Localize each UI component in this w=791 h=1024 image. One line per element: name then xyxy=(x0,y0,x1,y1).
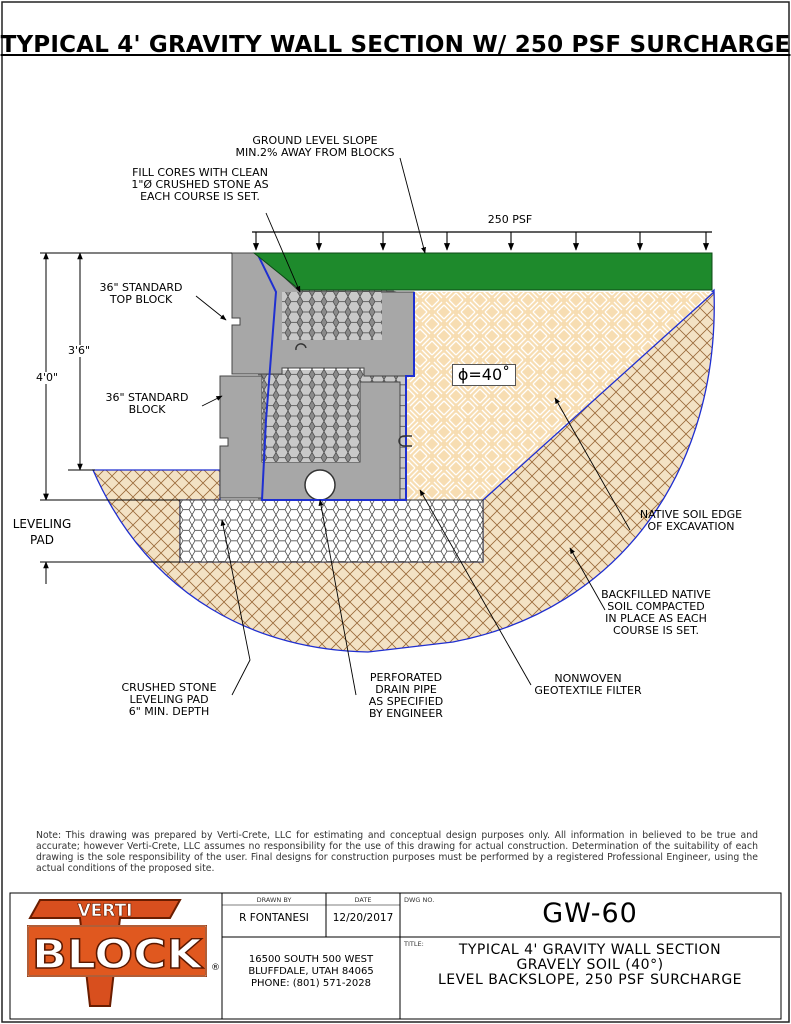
label-geotextile: NONWOVEN GEOTEXTILE FILTER xyxy=(534,672,642,697)
label-native-edge: NATIVE SOIL EDGE OF EXCAVATION xyxy=(639,508,743,533)
top-block-core xyxy=(282,292,382,340)
label-backfilled: BACKFILLED NATIVE SOIL COMPACTED IN PLACE AS EACH COURSE IS SET. xyxy=(601,588,711,637)
label-crushed-pad: CRUSHED STONE LEVELING PAD 6" MIN. DEPTH xyxy=(121,681,217,718)
standard-block-core xyxy=(262,376,360,462)
label-friction-angle: ϕ=40˚ xyxy=(452,364,516,386)
label-top-block: 36" STANDARD TOP BLOCK xyxy=(99,281,183,306)
date-caption: DATE xyxy=(354,896,372,904)
logo-top-text: VERTI xyxy=(77,901,133,921)
page-title: TYPICAL 4' GRAVITY WALL SECTION W/ 250 PSF SURCHARGE xyxy=(0,32,791,58)
label-fill-cores: FILL CORES WITH CLEAN 1"Ø CRUSHED STONE AS EACH COURSE IS SET. xyxy=(131,166,269,203)
drain-pipe xyxy=(305,470,335,500)
logo-registered: ® xyxy=(211,963,220,973)
label-standard-block: 36" STANDARD BLOCK xyxy=(105,391,189,416)
label-leveling-pad: LEVELING PAD xyxy=(12,517,72,547)
leveling-pad xyxy=(180,500,483,562)
label-ground-slope: GROUND LEVEL SLOPE MIN.2% AWAY FROM BLOCKS xyxy=(235,134,395,159)
label-drain-pipe: PERFORATED DRAIN PIPE AS SPECIFIED BY ENGINEER xyxy=(368,671,444,720)
company-address: 16500 SOUTH 500 WEST BLUFFDALE, UTAH 84065 PHONE: (801) 571-2028 xyxy=(248,954,374,989)
drawn-by-caption: DRAWN BY xyxy=(256,896,292,904)
disclaimer-note: Note: This drawing was prepared by Verti-Crete, LLC for estimating and conceptual design purposes only. All information in believed to be true and accurate; however Verti-Crete, LLC assumes no responsibility for the use of this drawing for actual construction. Determination of the suitability of each drawing is the sole responsibility of the user. Final designs for construction purposes must be performed by a registered Professional Engineer, using the actual conditions of the proposed site. xyxy=(36,830,758,874)
logo-main-text: BLOCK xyxy=(32,932,205,978)
title-caption: TITLE: xyxy=(404,940,424,948)
drawing-title: TYPICAL 4' GRAVITY WALL SECTION GRAVELY SOIL (40°) LEVEL BACKSLOPE, 250 PSF SURCHARGE xyxy=(437,942,743,988)
drawn-by-value: R FONTANESI xyxy=(239,912,309,924)
label-surcharge: 250 PSF xyxy=(487,213,533,226)
drawing-number: GW-60 xyxy=(542,898,638,929)
dwg-caption: DWG NO. xyxy=(404,896,435,904)
label-dim-total: 4'0" xyxy=(32,372,62,384)
date-value: 12/20/2017 xyxy=(332,912,394,924)
surcharge-arrows xyxy=(256,232,706,250)
turf-surface xyxy=(254,253,712,290)
label-dim-exposed: 3'6" xyxy=(64,345,94,357)
